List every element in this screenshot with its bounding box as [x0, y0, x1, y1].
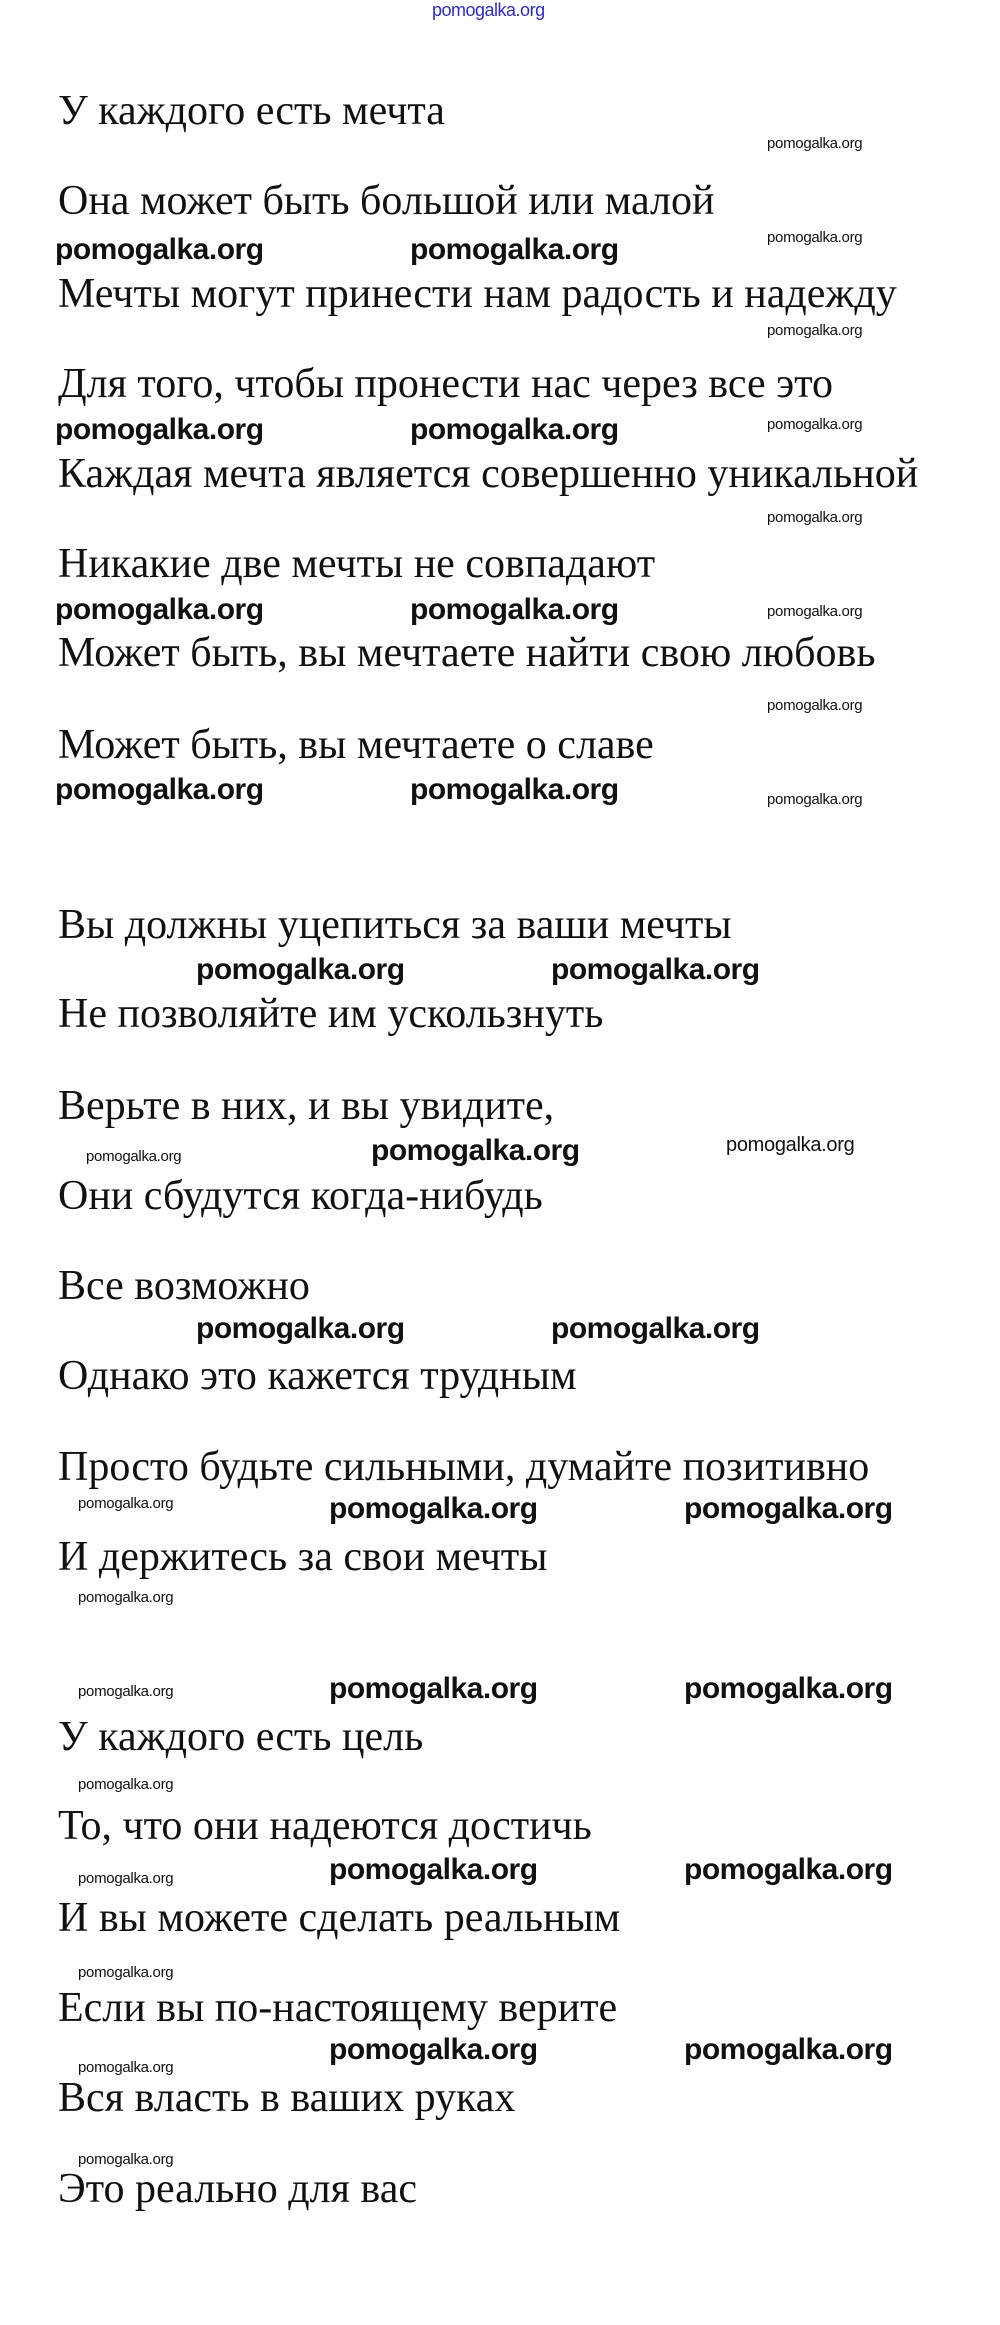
watermark-text: pomogalka.org [410, 233, 619, 266]
watermark-text: pomogalka.org [55, 233, 264, 266]
watermark-text: pomogalka.org [767, 135, 863, 152]
watermark-text: pomogalka.org [410, 773, 619, 806]
watermark-text: pomogalka.org [767, 229, 863, 246]
watermark-text: pomogalka.org [726, 1134, 855, 1156]
poem-line: Она может быть большой или малой [58, 178, 715, 224]
watermark-text: pomogalka.org [196, 1312, 405, 1345]
poem-line: И вы можете сделать реальным [58, 1895, 621, 1941]
watermark-text: pomogalka.org [78, 2059, 174, 2076]
poem-line: Верьте в них, и вы увидите, [58, 1083, 555, 1129]
watermark-text: pomogalka.org [684, 2033, 893, 2066]
poem-line: Не позволяйте им ускользнуть [58, 991, 604, 1037]
watermark-text: pomogalka.org [684, 1853, 893, 1886]
poem-line: Вы должны уцепиться за ваши мечты [58, 902, 732, 948]
watermark-text: pomogalka.org [432, 0, 545, 20]
poem-line: Может быть, вы мечтаете о славе [58, 722, 654, 768]
watermark-text: pomogalka.org [55, 413, 264, 446]
watermark-text: pomogalka.org [78, 1683, 174, 1700]
poem-line: Просто будьте сильными, думайте позитивно [58, 1444, 870, 1490]
watermark-text: pomogalka.org [78, 1870, 174, 1887]
watermark-text: pomogalka.org [371, 1134, 580, 1167]
watermark-text: pomogalka.org [86, 1148, 182, 1165]
watermark-text: pomogalka.org [767, 791, 863, 808]
watermark-text: pomogalka.org [329, 1492, 538, 1525]
watermark-text: pomogalka.org [767, 603, 863, 620]
watermark-text: pomogalka.org [551, 953, 760, 986]
watermark-text: pomogalka.org [767, 322, 863, 339]
watermark-text: pomogalka.org [767, 416, 863, 433]
poem-line: И держитесь за свои мечты [58, 1534, 548, 1580]
poem-line: Никакие две мечты не совпадают [58, 541, 656, 587]
poem-line: Каждая мечта является совершенно уникальной [58, 451, 919, 497]
poem-line: Они сбудутся когда-нибудь [58, 1173, 543, 1219]
watermark-text: pomogalka.org [410, 413, 619, 446]
watermark-text: pomogalka.org [684, 1492, 893, 1525]
poem-line: Однако это кажется трудным [58, 1353, 577, 1399]
watermark-text: pomogalka.org [55, 773, 264, 806]
watermark-text: pomogalka.org [767, 697, 863, 714]
poem-line: У каждого есть мечта [58, 88, 445, 134]
watermark-text: pomogalka.org [78, 1964, 174, 1981]
watermark-text: pomogalka.org [78, 2151, 174, 2168]
poem-line: У каждого есть цель [58, 1714, 424, 1760]
poem-line: Все возможно [58, 1263, 310, 1309]
watermark-text: pomogalka.org [78, 1589, 174, 1606]
watermark-text: pomogalka.org [329, 1672, 538, 1705]
watermark-text: pomogalka.org [410, 593, 619, 626]
watermark-text: pomogalka.org [329, 2033, 538, 2066]
watermark-text: pomogalka.org [55, 593, 264, 626]
poem-line: Вся власть в ваших руках [58, 2075, 516, 2121]
watermark-text: pomogalka.org [684, 1672, 893, 1705]
poem-line: Для того, чтобы пронести нас через все это [58, 361, 834, 407]
poem-line: Может быть, вы мечтаете найти свою любовь [58, 630, 876, 676]
watermark-text: pomogalka.org [196, 953, 405, 986]
poem-line: Если вы по-настоящему верите [58, 1985, 618, 2031]
poem-line: Мечты могут принести нам радость и надежду [58, 271, 897, 317]
watermark-text: pomogalka.org [78, 1776, 174, 1793]
watermark-text: pomogalka.org [329, 1853, 538, 1886]
watermark-text: pomogalka.org [78, 1495, 174, 1512]
poem-line: Это реально для вас [58, 2166, 417, 2212]
watermark-text: pomogalka.org [551, 1312, 760, 1345]
poem-line: То, что они надеются достичь [58, 1803, 592, 1849]
watermark-text: pomogalka.org [767, 509, 863, 526]
